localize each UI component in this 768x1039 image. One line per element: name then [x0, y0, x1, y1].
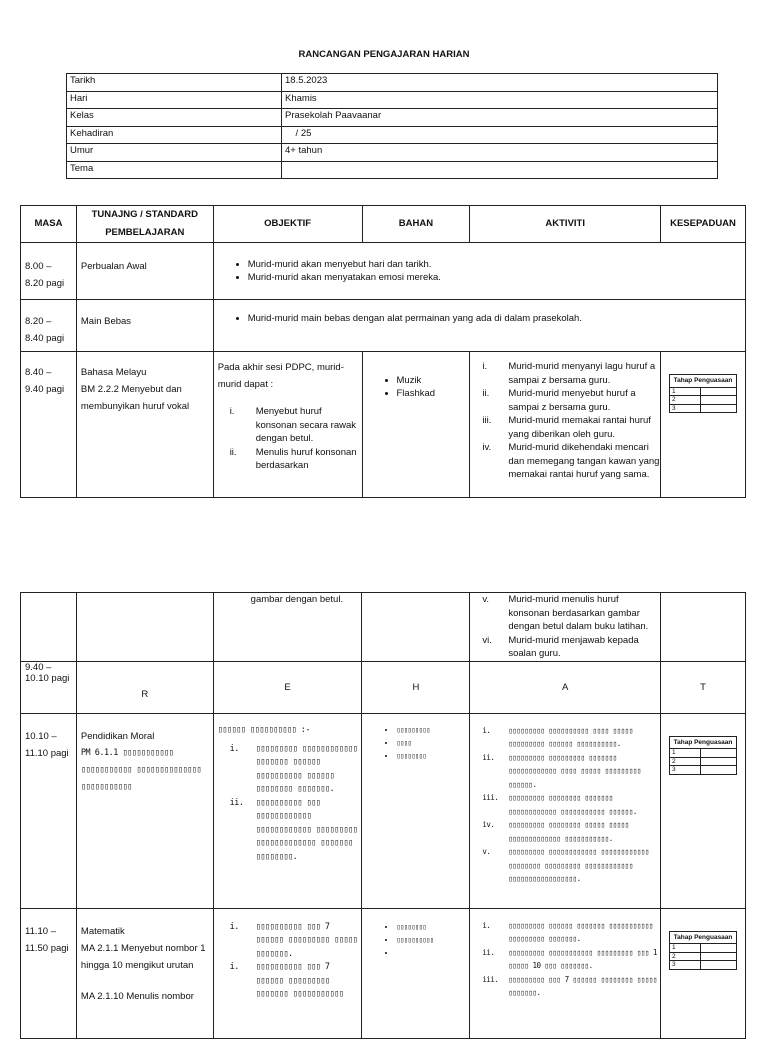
info-label: Kelas	[67, 109, 282, 127]
aktiviti-list	[470, 593, 660, 661]
info-value: 4+ tahun	[282, 144, 718, 162]
list-item: ii. ▯▯▯▯▯▯▯▯▯ ▯▯▯▯▯▯▯▯▯▯▯ ▯▯▯▯▯▯▯▯▯ ▯▯▯ 1 ▯▯▯▯▯ 10 ▯▯▯ ▯▯▯▯▯▯▯.	[482, 947, 657, 970]
objektif-list	[218, 405, 358, 473]
col-header-masa: MASA	[21, 206, 77, 243]
info-label: Tema	[67, 161, 282, 179]
objektif-list	[230, 312, 741, 325]
table-row	[21, 713, 746, 908]
list-item: • ▯▯▯▯▯▯▯▯▯	[396, 724, 465, 737]
objektif-list	[218, 921, 358, 1002]
tahap-penguasaan-table	[661, 374, 745, 413]
tahap-level: 2	[670, 952, 701, 961]
subject-label: Bahasa Melayu	[80, 367, 147, 378]
tahap-level: 2	[670, 757, 701, 766]
cell-e: E	[284, 681, 291, 693]
col-header-aktiviti: AKTIVITI	[470, 206, 661, 243]
lesson-table-page-1	[20, 205, 746, 498]
list-item: • ▯▯▯▯	[396, 737, 465, 750]
tahap-level: 1	[670, 749, 701, 758]
objektif-intro: ▯▯▯▯▯▯ ▯▯▯▯▯▯▯▯▯▯ :-	[217, 724, 311, 735]
list-item: • ▯▯▯▯▯▯▯▯	[396, 750, 465, 763]
list-item: • Flashkad	[397, 387, 466, 400]
masa-cell: 8.20 – 8.40 pagi	[25, 316, 65, 344]
info-label: Umur	[67, 144, 282, 162]
table-row	[21, 300, 746, 352]
info-row	[67, 74, 718, 92]
list-item: • Murid-murid main bebas dengan alat permainan yang ada di dalam prasekolah.	[248, 312, 741, 325]
tahap-mark-cell[interactable]	[701, 396, 737, 405]
standard-text: BM 2.2.2 Menyebut dan membunyikan huruf vokal	[80, 384, 190, 412]
masa-cell: 10.10 – 11.10 pagi	[25, 730, 69, 759]
tahap-mark-cell[interactable]	[701, 766, 737, 775]
info-table	[66, 73, 718, 179]
standard-text: PM 6.1.1 ▯▯▯▯▯▯▯▯▯▯▯ ▯▯▯▯▯▯▯▯▯▯▯ ▯▯▯▯▯▯▯▯▯▯▯▯▯▯ ▯▯▯▯▯▯▯▯▯▯▯	[80, 747, 201, 792]
tahap-mark-cell[interactable]	[701, 404, 737, 413]
table-row	[21, 243, 746, 300]
tahap-header: Tahap Penguasaan	[670, 736, 737, 749]
list-item: • ▯▯▯▯▯▯▯▯	[396, 921, 465, 934]
masa-cell: 8.40 – 9.40 pagi	[25, 367, 65, 395]
aktiviti-list	[470, 919, 660, 1000]
list-item: i. Murid-murid menyanyi lagu huruf a sampai z bersama guru.	[482, 361, 656, 386]
objektif-continued: gambar dengan betul.	[250, 594, 344, 605]
tahap-header: Tahap Penguasaan	[670, 931, 737, 944]
list-item: iii. ▯▯▯▯▯▯▯▯▯ ▯▯▯ 7 ▯▯▯▯▯▯ ▯▯▯▯▯▯▯▯ ▯▯▯▯▯ ▯▯▯▯▯▯▯.	[482, 974, 657, 997]
list-item: v. Murid-murid menulis huruf konsonan berdasarkan gambar dengan betul dalam buku latihan.	[482, 594, 649, 632]
info-label: Tarikh	[67, 74, 282, 92]
list-item: i. ▯▯▯▯▯▯▯▯▯▯ ▯▯▯ 7 ▯▯▯▯▯▯ ▯▯▯▯▯▯▯▯▯ ▯▯▯▯▯ ▯▯▯▯▯▯▯.	[229, 921, 358, 959]
tahap-level: 3	[670, 766, 701, 775]
cell-a: A	[562, 681, 569, 693]
masa-cell: 8.00 – 8.20 pagi	[25, 261, 65, 289]
standard-text: MA 2.1.1 Menyebut nombor 1 hingga 10 mengikut urutan	[80, 942, 206, 971]
bahan-list	[378, 724, 465, 763]
list-item: i. Menyebut huruf konsonan secara rawak dengan betul.	[229, 406, 357, 444]
info-value: Khamis	[282, 91, 718, 109]
info-row	[67, 91, 718, 109]
page-title: RANCANGAN PENGAJARAN HARIAN	[298, 49, 470, 60]
col-header-objektif: OBJEKTIF	[213, 206, 362, 243]
info-value: 18.5.2023	[282, 74, 718, 92]
table-row	[21, 661, 746, 713]
tahap-level: 1	[670, 387, 701, 396]
list-item: • Muzik	[397, 374, 466, 387]
tahap-level: 3	[670, 961, 701, 970]
lesson-table-page-2	[20, 592, 746, 1039]
tahap-level: 3	[670, 404, 701, 413]
subject-label: Matematik	[80, 925, 125, 937]
list-item: • Murid-murid akan menyatakan emosi mereka.	[248, 271, 741, 284]
list-item: ii. Menulis huruf konsonan berdasarkan	[229, 446, 357, 471]
tahap-mark-cell[interactable]	[701, 387, 737, 396]
list-item: i. ▯▯▯▯▯▯▯▯▯ ▯▯▯▯▯▯ ▯▯▯▯▯▯▯ ▯▯▯▯▯▯▯▯▯▯▯ ▯▯▯▯▯▯▯▯▯ ▯▯▯▯▯▯▯.	[482, 920, 653, 943]
standard-text: MA 2.1.10 Menulis nombor	[80, 990, 194, 1002]
tahap-penguasaan-table	[661, 736, 745, 775]
bahan-list	[378, 921, 465, 960]
cell-r: R	[141, 688, 149, 700]
tahap-penguasaan-table	[661, 931, 745, 970]
table-row	[21, 908, 746, 1038]
tahap-mark-cell[interactable]	[701, 944, 737, 953]
standard-cell: Main Bebas	[80, 316, 132, 327]
list-item: iv. ▯▯▯▯▯▯▯▯▯ ▯▯▯▯▯▯▯▯ ▯▯▯▯▯ ▯▯▯▯▯ ▯▯▯▯▯▯▯▯▯▯▯▯▯ ▯▯▯▯▯▯▯▯▯▯▯.	[482, 820, 629, 843]
list-item: i. ▯▯▯▯▯▯▯▯▯▯ ▯▯▯ 7 ▯▯▯▯▯▯ ▯▯▯▯▯▯▯▯▯ ▯▯▯▯▯▯▯ ▯▯▯▯▯▯▯▯▯▯▯	[229, 962, 344, 999]
col-header-standard: TUNAJNG / STANDARD PEMBELAJARAN	[76, 206, 213, 243]
info-value: Prasekolah Paavaanar	[282, 109, 718, 127]
subject-label: Pendidikan Moral	[80, 730, 155, 742]
standard-cell: Perbualan Awal	[80, 261, 147, 272]
aktiviti-list	[470, 360, 660, 482]
list-item: i. ▯▯▯▯▯▯▯▯▯ ▯▯▯▯▯▯▯▯▯▯ ▯▯▯▯ ▯▯▯▯▯ ▯▯▯▯▯▯▯▯▯ ▯▯▯▯▯▯ ▯▯▯▯▯▯▯▯▯▯.	[482, 725, 633, 748]
info-label: Kehadiran	[67, 126, 282, 144]
list-item: iv. Murid-murid dikehendaki mencari dan memegang tangan kawan yang memakai rantai huruf yang sama.	[482, 442, 660, 480]
list-item: iii. ▯▯▯▯▯▯▯▯▯ ▯▯▯▯▯▯▯▯ ▯▯▯▯▯▯▯ ▯▯▯▯▯▯▯▯▯▯▯▯ ▯▯▯▯▯▯▯▯▯▯▯ ▯▯▯▯▯▯.	[482, 793, 637, 816]
tahap-level: 1	[670, 944, 701, 953]
bahan-list	[379, 374, 466, 400]
masa-cell: 11.10 – 11.50 pagi	[25, 925, 69, 954]
tahap-header: Tahap Penguasaan	[670, 375, 737, 388]
tahap-mark-cell[interactable]	[701, 757, 737, 766]
info-row	[67, 126, 718, 144]
tahap-level: 2	[670, 396, 701, 405]
list-item: ii. Murid-murid menyebut huruf a sampai z bersama guru.	[482, 388, 636, 413]
cell-h: H	[412, 681, 420, 693]
list-item: vi. Murid-murid menjawab kepada soalan guru.	[482, 634, 639, 659]
objektif-list	[218, 743, 358, 865]
info-row	[67, 109, 718, 127]
objektif-list	[230, 258, 741, 284]
col-header-bahan: BAHAN	[362, 206, 470, 243]
list-item: • ▯▯▯▯▯▯▯▯▯▯	[396, 934, 465, 947]
masa-cell: 9.40 – 10.10 pagi	[25, 661, 70, 684]
list-item: ii. ▯▯▯▯▯▯▯▯▯▯ ▯▯▯ ▯▯▯▯▯▯▯▯▯▯▯▯ ▯▯▯▯▯▯▯▯▯▯▯▯ ▯▯▯▯▯▯▯▯▯ ▯▯▯▯▯▯▯▯▯▯▯▯▯ ▯▯▯▯▯▯▯ ▯▯▯▯▯▯▯▯.	[229, 797, 358, 862]
list-item: • Murid-murid akan menyebut hari dan tarikh.	[248, 258, 741, 271]
tahap-mark-cell[interactable]	[701, 952, 737, 961]
tahap-mark-cell[interactable]	[701, 749, 737, 758]
info-row	[67, 144, 718, 162]
col-header-kesepaduan: KESEPADUAN	[661, 206, 746, 243]
info-row	[67, 161, 718, 179]
info-value: / 25	[282, 126, 718, 144]
tahap-mark-cell[interactable]	[701, 961, 737, 970]
list-item: ii. ▯▯▯▯▯▯▯▯▯ ▯▯▯▯▯▯▯▯▯ ▯▯▯▯▯▯▯ ▯▯▯▯▯▯▯▯▯▯▯▯ ▯▯▯▯ ▯▯▯▯▯ ▯▯▯▯▯▯▯▯▯ ▯▯▯▯▯▯.	[482, 752, 641, 789]
list-item	[396, 947, 465, 960]
info-label: Hari	[67, 91, 282, 109]
table-row	[21, 352, 746, 498]
aktiviti-list	[470, 724, 660, 886]
cell-t: T	[700, 681, 706, 693]
objektif-intro: Pada akhir sesi PDPC, murid-murid dapat :	[217, 362, 344, 390]
list-item: i. ▯▯▯▯▯▯▯▯▯ ▯▯▯▯▯▯▯▯▯▯▯▯ ▯▯▯▯▯▯▯ ▯▯▯▯▯▯ ▯▯▯▯▯▯▯▯▯▯ ▯▯▯▯▯▯ ▯▯▯▯▯▯▯▯ ▯▯▯▯▯▯▯.	[229, 743, 358, 794]
list-item: iii. Murid-murid memakai rantai huruf yang diberikan oleh guru.	[482, 415, 651, 440]
info-value	[282, 161, 718, 179]
table-row	[21, 593, 746, 662]
list-item: v. ▯▯▯▯▯▯▯▯▯ ▯▯▯▯▯▯▯▯▯▯▯▯ ▯▯▯▯▯▯▯▯▯▯▯▯ ▯▯▯▯▯▯▯▯ ▯▯▯▯▯▯▯▯▯ ▯▯▯▯▯▯▯▯▯▯▯▯ ▯▯▯▯▯▯▯▯▯▯▯▯▯▯▯▯▯.	[482, 847, 649, 883]
